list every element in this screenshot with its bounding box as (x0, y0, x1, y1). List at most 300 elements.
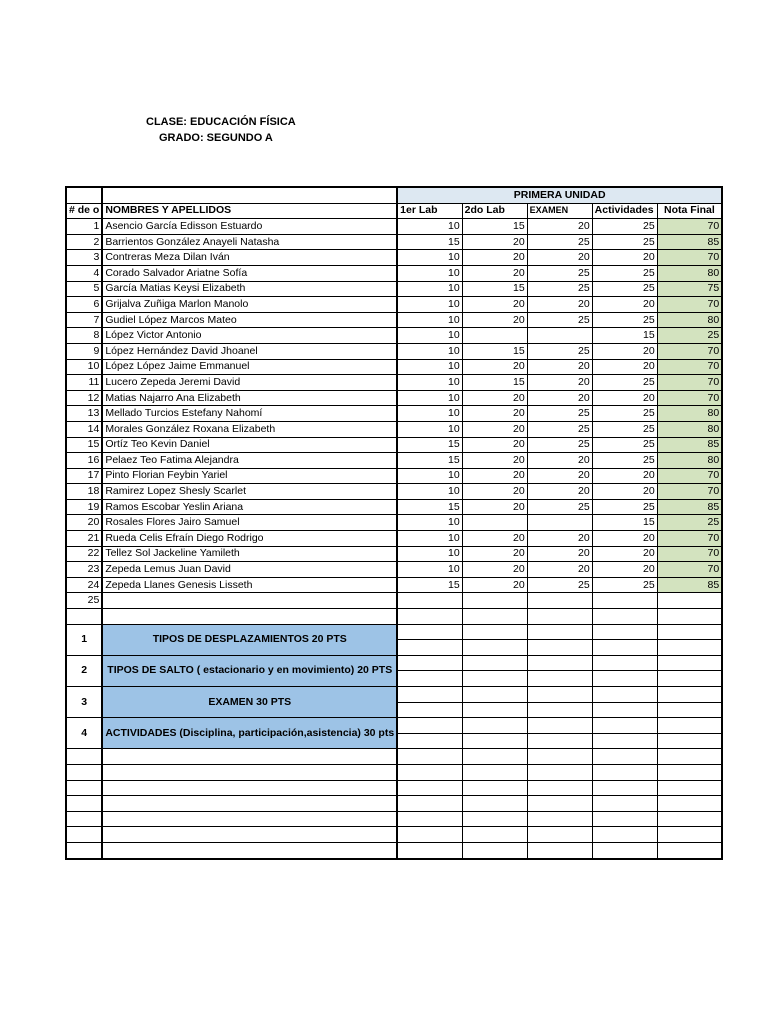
criteria-number: 1 (66, 624, 102, 655)
score-final: 70 (657, 562, 722, 578)
student-name: Rosales Flores Jairo Samuel (102, 515, 397, 531)
student-number: 14 (66, 421, 102, 437)
empty-cell (592, 640, 657, 656)
empty-cell (397, 827, 462, 843)
student-row (66, 546, 722, 562)
score-lab2: 20 (462, 499, 527, 515)
grade-title: GRADO: SEGUNDO A (159, 132, 273, 144)
score-exam: 25 (527, 281, 592, 297)
empty-cell (397, 609, 462, 625)
score-lab2 (462, 515, 527, 531)
score-final: 70 (657, 375, 722, 391)
score-lab2: 20 (462, 437, 527, 453)
student-row (66, 328, 722, 344)
score-activities: 20 (592, 343, 657, 359)
score-final: 80 (657, 312, 722, 328)
empty-cell (527, 749, 592, 765)
score-lab2: 20 (462, 562, 527, 578)
score-activities: 25 (592, 375, 657, 391)
student-number: 5 (66, 281, 102, 297)
score-lab2: 20 (462, 421, 527, 437)
empty-cell (66, 796, 102, 812)
empty-cell (657, 749, 722, 765)
empty-cell (592, 749, 657, 765)
score-lab1: 10 (397, 390, 462, 406)
student-number: 9 (66, 343, 102, 359)
score-lab2: 20 (462, 297, 527, 313)
student-number: 23 (66, 562, 102, 578)
empty-cell (527, 609, 592, 625)
empty-cell (657, 718, 722, 734)
student-row (66, 297, 722, 313)
student-row (66, 515, 722, 531)
empty-cell (66, 749, 102, 765)
score-exam: 20 (527, 453, 592, 469)
student-name: Contreras Meza Dilan Iván (102, 250, 397, 266)
criteria-text: TIPOS DE DESPLAZAMIENTOS 20 PTS (102, 624, 397, 655)
score-activities: 25 (592, 577, 657, 593)
empty-cell (657, 655, 722, 671)
score-lab2: 20 (462, 531, 527, 547)
score-exam: 25 (527, 577, 592, 593)
empty-cell (592, 733, 657, 749)
student-number: 17 (66, 468, 102, 484)
empty-cell (102, 842, 397, 858)
empty-cell (397, 842, 462, 858)
score-activities: 20 (592, 297, 657, 313)
empty-cell (592, 624, 657, 640)
score-exam (527, 515, 592, 531)
student-name: Grijalva Zuñiga Marlon Manolo (102, 297, 397, 313)
student-row (66, 562, 722, 578)
score-activities: 25 (592, 219, 657, 235)
student-name: Ramos Escobar Yeslin Ariana (102, 499, 397, 515)
score-activities: 20 (592, 531, 657, 547)
student-name: Tellez Sol Jackeline Yamileth (102, 546, 397, 562)
criteria-number: 3 (66, 687, 102, 718)
score-activities: 20 (592, 390, 657, 406)
score-exam: 20 (527, 297, 592, 313)
score-final: 25 (657, 328, 722, 344)
score-activities: 15 (592, 328, 657, 344)
empty-cell (462, 609, 527, 625)
student-row (66, 577, 722, 593)
student-row (66, 375, 722, 391)
student-number: 21 (66, 531, 102, 547)
student-number: 2 (66, 234, 102, 250)
score-lab2: 20 (462, 453, 527, 469)
student-name: García Matias Keysi Elizabeth (102, 281, 397, 297)
student-name: Zepeda Lemus Juan David (102, 562, 397, 578)
empty-cell (592, 811, 657, 827)
score-lab2: 15 (462, 343, 527, 359)
score-lab1: 10 (397, 312, 462, 328)
empty-cell (397, 811, 462, 827)
empty-cell (66, 811, 102, 827)
score-lab1: 10 (397, 421, 462, 437)
empty-cell (462, 780, 527, 796)
empty-cell (102, 749, 397, 765)
empty-cell (592, 655, 657, 671)
score-activities: 25 (592, 265, 657, 281)
empty-cell (102, 609, 397, 625)
score-final (657, 593, 722, 609)
empty-cell (592, 842, 657, 858)
score-exam: 20 (527, 219, 592, 235)
empty-cell (102, 780, 397, 796)
col-header-exam: EXAMEN (527, 203, 592, 219)
student-number: 4 (66, 265, 102, 281)
score-activities: 25 (592, 406, 657, 422)
score-lab1: 10 (397, 281, 462, 297)
empty-cell (462, 624, 527, 640)
empty-cell (397, 733, 462, 749)
score-lab2: 20 (462, 234, 527, 250)
empty-cell (657, 609, 722, 625)
empty-cell (66, 764, 102, 780)
score-exam: 20 (527, 484, 592, 500)
score-exam: 25 (527, 265, 592, 281)
student-row (66, 359, 722, 375)
empty-cell (462, 796, 527, 812)
empty-cell (462, 640, 527, 656)
score-activities: 20 (592, 250, 657, 266)
score-final: 85 (657, 499, 722, 515)
empty-cell (527, 811, 592, 827)
empty-cell (397, 655, 462, 671)
score-lab2: 20 (462, 577, 527, 593)
score-exam: 20 (527, 468, 592, 484)
score-final: 75 (657, 281, 722, 297)
student-row (66, 406, 722, 422)
blank-cell (102, 187, 397, 203)
student-number: 15 (66, 437, 102, 453)
student-number: 13 (66, 406, 102, 422)
score-lab1: 10 (397, 515, 462, 531)
student-row (66, 421, 722, 437)
empty-cell (592, 827, 657, 843)
empty-cell (657, 702, 722, 718)
student-name: López Hernández David Jhoanel (102, 343, 397, 359)
criteria-number: 2 (66, 655, 102, 686)
score-lab2: 15 (462, 219, 527, 235)
empty-cell (66, 780, 102, 796)
score-exam: 25 (527, 343, 592, 359)
empty-cell (592, 671, 657, 687)
empty-cell (397, 796, 462, 812)
empty-cell (397, 718, 462, 734)
score-lab2: 15 (462, 281, 527, 297)
student-name (102, 593, 397, 609)
unit-title: PRIMERA UNIDAD (397, 187, 722, 203)
score-lab1: 10 (397, 375, 462, 391)
empty-cell (462, 842, 527, 858)
student-row (66, 281, 722, 297)
score-activities: 20 (592, 484, 657, 500)
col-header-number: # de o (66, 203, 102, 219)
empty-cell (397, 749, 462, 765)
empty-cell (527, 671, 592, 687)
empty-cell (592, 764, 657, 780)
score-exam: 20 (527, 375, 592, 391)
score-lab1: 10 (397, 265, 462, 281)
score-final: 70 (657, 297, 722, 313)
score-lab1: 15 (397, 453, 462, 469)
score-activities: 25 (592, 421, 657, 437)
score-lab1: 10 (397, 343, 462, 359)
empty-cell (102, 827, 397, 843)
empty-cell (592, 718, 657, 734)
empty-cell (527, 718, 592, 734)
student-name: Ramirez Lopez Shesly Scarlet (102, 484, 397, 500)
empty-cell (657, 687, 722, 703)
empty-cell (397, 780, 462, 796)
empty-cell (527, 702, 592, 718)
empty-row (66, 764, 722, 780)
empty-cell (527, 764, 592, 780)
empty-cell (462, 702, 527, 718)
empty-row (66, 749, 722, 765)
score-lab2: 20 (462, 406, 527, 422)
score-final: 70 (657, 359, 722, 375)
score-exam: 25 (527, 499, 592, 515)
score-lab2: 20 (462, 359, 527, 375)
score-activities (592, 593, 657, 609)
student-number: 6 (66, 297, 102, 313)
score-activities: 20 (592, 359, 657, 375)
student-name: Lucero Zepeda Jeremi David (102, 375, 397, 391)
student-name: López López Jaime Emmanuel (102, 359, 397, 375)
student-number: 11 (66, 375, 102, 391)
student-name: López Victor Antonio (102, 328, 397, 344)
col-header-final: Nota Final (657, 203, 722, 219)
score-lab2: 20 (462, 265, 527, 281)
empty-cell (657, 624, 722, 640)
score-lab1: 10 (397, 297, 462, 313)
score-exam: 25 (527, 312, 592, 328)
empty-cell (592, 780, 657, 796)
empty-cell (462, 687, 527, 703)
score-lab1: 10 (397, 406, 462, 422)
empty-cell (66, 842, 102, 858)
student-row (66, 499, 722, 515)
student-name: Corado Salvador Ariatne Sofía (102, 265, 397, 281)
score-exam: 20 (527, 359, 592, 375)
score-final: 85 (657, 234, 722, 250)
score-final: 70 (657, 531, 722, 547)
empty-row (66, 811, 722, 827)
score-activities: 25 (592, 281, 657, 297)
student-row (66, 343, 722, 359)
student-number: 8 (66, 328, 102, 344)
student-number: 1 (66, 219, 102, 235)
student-number: 18 (66, 484, 102, 500)
empty-cell (462, 811, 527, 827)
empty-cell (462, 671, 527, 687)
student-row (66, 593, 722, 609)
student-name: Ortíz Teo Kevin Daniel (102, 437, 397, 453)
student-number: 12 (66, 390, 102, 406)
student-row (66, 468, 722, 484)
score-activities: 20 (592, 468, 657, 484)
empty-cell (462, 655, 527, 671)
score-lab2: 15 (462, 375, 527, 391)
grades-table (65, 186, 723, 860)
student-number: 24 (66, 577, 102, 593)
score-lab2: 20 (462, 390, 527, 406)
empty-cell (397, 671, 462, 687)
col-header-name: NOMBRES Y APELLIDOS (102, 203, 397, 219)
student-row (66, 531, 722, 547)
student-number: 22 (66, 546, 102, 562)
student-row (66, 453, 722, 469)
empty-cell (462, 718, 527, 734)
student-name: Gudiel López Marcos Mateo (102, 312, 397, 328)
student-number: 25 (66, 593, 102, 609)
score-lab1: 10 (397, 328, 462, 344)
score-final: 70 (657, 219, 722, 235)
empty-cell (657, 733, 722, 749)
student-name: Pinto Florian Feybin Yariel (102, 468, 397, 484)
student-number: 3 (66, 250, 102, 266)
score-lab1: 10 (397, 250, 462, 266)
score-final: 85 (657, 437, 722, 453)
empty-cell (527, 624, 592, 640)
score-final: 80 (657, 453, 722, 469)
blank-cell (66, 187, 102, 203)
score-final: 70 (657, 484, 722, 500)
score-exam: 20 (527, 562, 592, 578)
criteria-text: ACTIVIDADES (Disciplina, participación,asistencia) 30 pts (102, 718, 397, 749)
score-lab2: 20 (462, 484, 527, 500)
student-number: 7 (66, 312, 102, 328)
score-activities: 25 (592, 312, 657, 328)
criteria-row (66, 687, 722, 703)
score-activities: 20 (592, 546, 657, 562)
score-lab1: 10 (397, 562, 462, 578)
score-exam (527, 593, 592, 609)
criteria-number: 4 (66, 718, 102, 749)
score-exam: 25 (527, 406, 592, 422)
score-final: 70 (657, 250, 722, 266)
empty-cell (657, 780, 722, 796)
empty-cell (462, 733, 527, 749)
criteria-row (66, 718, 722, 734)
student-row (66, 219, 722, 235)
score-lab1: 10 (397, 546, 462, 562)
empty-cell (397, 764, 462, 780)
score-final: 80 (657, 265, 722, 281)
empty-cell (527, 655, 592, 671)
col-header-lab2: 2do Lab (462, 203, 527, 219)
student-name: Zepeda Llanes Genesis Lisseth (102, 577, 397, 593)
student-number: 20 (66, 515, 102, 531)
criteria-row (66, 655, 722, 671)
empty-cell (102, 796, 397, 812)
empty-cell (397, 702, 462, 718)
score-lab1: 10 (397, 484, 462, 500)
empty-cell (592, 609, 657, 625)
empty-cell (527, 827, 592, 843)
student-row (66, 437, 722, 453)
student-row (66, 390, 722, 406)
criteria-text: TIPOS DE SALTO ( estacionario y en movimiento) 20 PTS (102, 655, 397, 686)
score-activities: 25 (592, 499, 657, 515)
score-final: 80 (657, 421, 722, 437)
empty-cell (527, 733, 592, 749)
class-title: CLASE: EDUCACIÓN FÍSICA (146, 116, 296, 128)
student-row (66, 265, 722, 281)
empty-cell (102, 764, 397, 780)
score-lab2 (462, 328, 527, 344)
student-row (66, 484, 722, 500)
empty-cell (657, 671, 722, 687)
score-lab1: 15 (397, 499, 462, 515)
student-row (66, 234, 722, 250)
score-lab2: 20 (462, 468, 527, 484)
empty-cell (527, 687, 592, 703)
empty-row (66, 796, 722, 812)
score-activities: 15 (592, 515, 657, 531)
score-activities: 20 (592, 562, 657, 578)
column-header-row (66, 203, 722, 219)
student-row (66, 312, 722, 328)
empty-row (66, 609, 722, 625)
student-row (66, 250, 722, 266)
score-final: 70 (657, 390, 722, 406)
empty-row (66, 842, 722, 858)
score-final: 70 (657, 546, 722, 562)
score-lab2: 20 (462, 250, 527, 266)
score-lab1: 10 (397, 219, 462, 235)
score-exam: 25 (527, 437, 592, 453)
empty-cell (66, 609, 102, 625)
student-name: Matias Najarro Ana Elizabeth (102, 390, 397, 406)
student-name: Barrientos González Anayeli Natasha (102, 234, 397, 250)
student-name: Asencio García Edisson Estuardo (102, 219, 397, 235)
empty-cell (657, 811, 722, 827)
score-final: 85 (657, 577, 722, 593)
score-lab1: 15 (397, 437, 462, 453)
score-exam (527, 328, 592, 344)
score-lab2: 20 (462, 546, 527, 562)
score-activities: 25 (592, 453, 657, 469)
score-final: 80 (657, 406, 722, 422)
criteria-text: EXAMEN 30 PTS (102, 687, 397, 718)
empty-cell (397, 640, 462, 656)
empty-cell (657, 640, 722, 656)
empty-cell (527, 640, 592, 656)
empty-cell (657, 827, 722, 843)
student-number: 16 (66, 453, 102, 469)
empty-cell (657, 842, 722, 858)
score-final: 70 (657, 468, 722, 484)
student-number: 10 (66, 359, 102, 375)
score-final: 70 (657, 343, 722, 359)
score-exam: 20 (527, 390, 592, 406)
empty-cell (527, 842, 592, 858)
student-name: Mellado Turcios Estefany Nahomí (102, 406, 397, 422)
score-lab1: 10 (397, 359, 462, 375)
score-lab2: 20 (462, 312, 527, 328)
student-name: Morales González Roxana Elizabeth (102, 421, 397, 437)
score-lab1: 15 (397, 577, 462, 593)
criteria-row (66, 624, 722, 640)
score-lab1: 15 (397, 234, 462, 250)
score-exam: 25 (527, 421, 592, 437)
score-lab1: 10 (397, 531, 462, 547)
student-name: Pelaez Teo Fatima Alejandra (102, 453, 397, 469)
